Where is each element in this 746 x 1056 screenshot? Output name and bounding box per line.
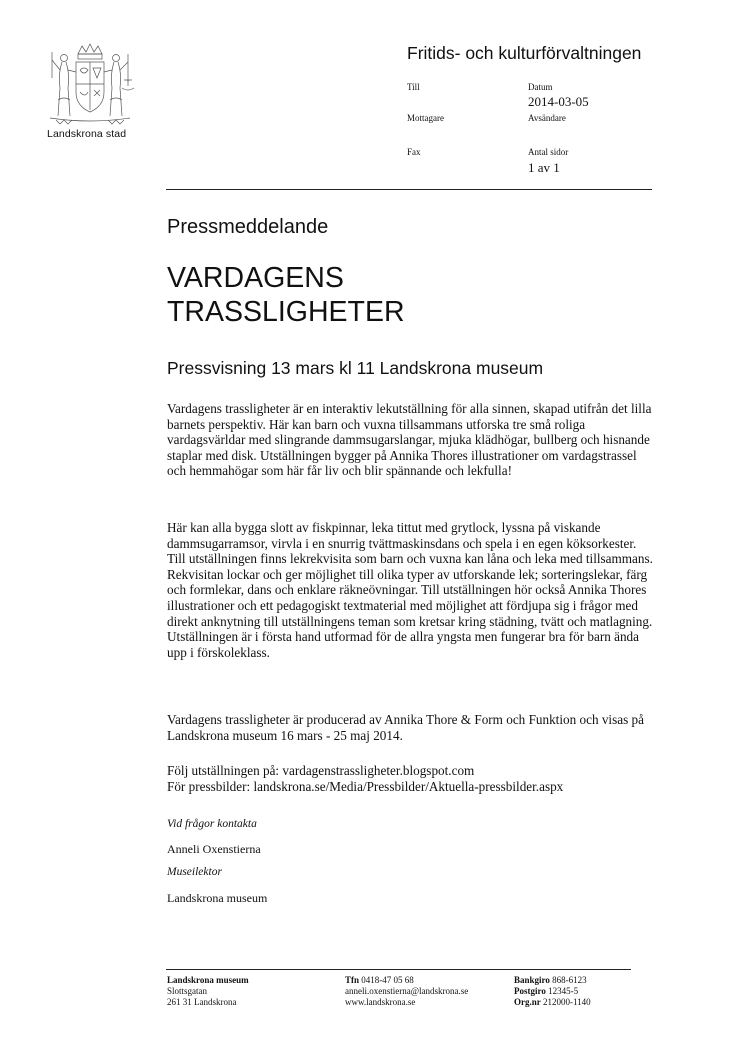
- headline-line-2: TRASSLIGHETER: [167, 296, 405, 328]
- footer-postgiro: 12345-5: [548, 986, 579, 996]
- body-paragraph: Vardagens trassligheter är producerad av Annika Thore & Form och Funktion och visas på Landskrona museum 16 mars - 25 maj 2014.: [167, 712, 644, 743]
- body-paragraph: Vardagens trassligheter är en interaktiv lekutställning för alla sinnen, skapad utifrån det lilla barnets perspektiv. Här kan barn och vuxna tillsammans utforska tre små roliga vardagsvärldar med slingrande dammsugarslangar, mjuka klädhögar, bullberg och hisnande staplar med disk. Utställningen bygger på Annika Thores illustrationer om vardagstrassel och hemmahögar som här får liv och blir spännande och lekfulla!: [167, 401, 652, 479]
- header-divider: [166, 189, 652, 190]
- footer-banking: [514, 975, 591, 1008]
- document-type: Pressmeddelande: [167, 216, 329, 238]
- footer-phone: 0418-47 05 68: [361, 975, 414, 985]
- footer-bankgiro: 868-6123: [552, 975, 587, 985]
- footer-contact: [345, 975, 468, 1008]
- fax-label: Fax: [407, 147, 421, 157]
- footer-web: www.landskrona.se: [345, 997, 416, 1007]
- datum-label: Datum: [528, 82, 553, 92]
- footer-divider: [166, 969, 631, 970]
- press-images-line: För pressbilder: landskrona.se/Media/Pressbilder/Aktuella-pressbilder.aspx: [167, 778, 564, 794]
- footer-orgnr: 212000-1140: [543, 997, 591, 1007]
- footer-org-name: Landskrona museum: [167, 975, 249, 985]
- footer-email: anneli.oxenstierna@landskrona.se: [345, 986, 469, 996]
- till-label: Till: [407, 82, 420, 92]
- antal-sidor-value: 1 av 1: [528, 160, 560, 175]
- mottagare-label: Mottagare: [407, 113, 444, 123]
- contact-name: Anneli Oxenstierna: [167, 842, 261, 856]
- datum-value: 2014-03-05: [528, 94, 589, 109]
- subheadline: Pressvisning 13 mars kl 11 Landskrona museum: [167, 358, 544, 378]
- department-name: Fritids- och kulturförvaltningen: [407, 43, 642, 63]
- footer-postgiro-label: Postgiro: [514, 986, 546, 996]
- footer-street: Slottsgatan: [167, 986, 207, 996]
- footer-address: [167, 975, 249, 1008]
- organization-name: Landskrona stad: [47, 128, 127, 140]
- contact-organization: Landskrona museum: [167, 891, 268, 905]
- links-paragraph: [167, 763, 657, 794]
- headline-line-1: VARDAGENS: [167, 262, 344, 294]
- footer-bankgiro-label: Bankgiro: [514, 975, 550, 985]
- avsandare-label: Avsändare: [528, 113, 566, 123]
- antal-sidor-label: Antal sidor: [528, 147, 569, 157]
- footer-phone-label: Tfn: [345, 975, 360, 985]
- footer-orgnr-label: Org.nr: [514, 997, 541, 1007]
- contact-heading: Vid frågor kontakta: [167, 818, 257, 830]
- contact-title: Museilektor: [167, 866, 222, 878]
- coat-of-arms-logo: [40, 40, 140, 128]
- body-paragraph: Här kan alla bygga slott av fiskpinnar, leka tittut med grytlock, lyssna på viskande dammsugarramsor, virvla i en snurrig tvättmaskinsdans och spela i en egen köksorkester. Till utställningen finns lekrekvisita som barn och vuxna kan låna och leka med tillsammans. Rekvisitan lockar och ger möjlighet till olika typer av utforskande lek; sorteringslekar, färg och formlekar, dans och enklare räkneövningar. Till utställningen hör också Annika Thores illustrationer och ett pedagogiskt textmaterial med möjlighet att fördjupa sig i frågor med direkt anknytning till utställningens teman som kretsar kring städning, tvätt och matlagning. Utställningen är i första hand utformad för de allra yngsta men fungerar bra för barn ända upp i förskoleklass.: [167, 520, 653, 660]
- headline: [167, 261, 647, 329]
- follow-line: Följ utställningen på: vardagenstrassligheter.blogspot.com: [167, 763, 475, 778]
- footer-postal: 261 31 Landskrona: [167, 997, 237, 1007]
